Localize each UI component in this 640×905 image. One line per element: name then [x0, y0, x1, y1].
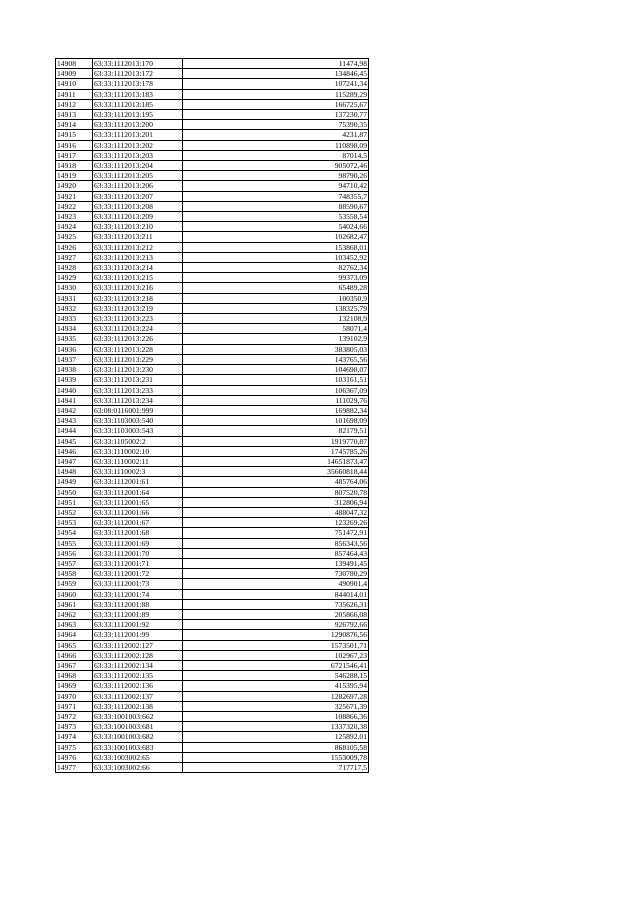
cadastral-value-cell: 102682,47 — [183, 232, 369, 242]
table-row — [56, 201, 369, 211]
cadastral-value-cell: 143765,56 — [183, 354, 369, 364]
table-row — [56, 691, 369, 701]
cadastral-value-cell: 490901,4 — [183, 579, 369, 589]
cadastral-number-cell: 63:33:1112013:170 — [93, 59, 183, 69]
cadastral-value-cell: 110898,09 — [183, 140, 369, 150]
cadastral-number-cell: 63:33:1112013:213 — [93, 252, 183, 262]
table-row — [56, 79, 369, 89]
cadastral-number-cell: 63:33:1112001:69 — [93, 538, 183, 548]
row-number-cell: 14957 — [56, 558, 93, 568]
row-number-cell: 14944 — [56, 426, 93, 436]
row-number-cell: 14946 — [56, 446, 93, 456]
cadastral-number-cell: 63:33:1112013:207 — [93, 191, 183, 201]
table-row — [56, 252, 369, 262]
row-number-cell: 14926 — [56, 242, 93, 252]
cadastral-number-cell: 63:33:1112001:68 — [93, 528, 183, 538]
row-number-cell: 14919 — [56, 171, 93, 181]
cadastral-value-cell: 75390,35 — [183, 120, 369, 130]
row-number-cell: 14975 — [56, 742, 93, 752]
cadastral-number-cell: 63:33:1112001:67 — [93, 518, 183, 528]
row-number-cell: 14951 — [56, 497, 93, 507]
table-row — [56, 681, 369, 691]
cadastral-value-cell: 546288,15 — [183, 671, 369, 681]
row-number-cell: 14938 — [56, 365, 93, 375]
cadastral-value-cell: 6721546,41 — [183, 660, 369, 670]
table-row — [56, 660, 369, 670]
row-number-cell: 14922 — [56, 201, 93, 211]
row-number-cell: 14916 — [56, 140, 93, 150]
cadastral-value-cell: 115289,29 — [183, 89, 369, 99]
row-number-cell: 14940 — [56, 385, 93, 395]
table-row — [56, 334, 369, 344]
table-row — [56, 609, 369, 619]
cadastral-number-cell: 63:33:1112002:135 — [93, 671, 183, 681]
cadastral-number-cell: 63:33:1112013:219 — [93, 303, 183, 313]
cadastral-number-cell: 63:33:1112013:203 — [93, 150, 183, 160]
cadastral-value-cell: 100350,9 — [183, 293, 369, 303]
row-number-cell: 14929 — [56, 273, 93, 283]
cadastral-value-cell: 868105,58 — [183, 742, 369, 752]
table-row — [56, 569, 369, 579]
row-number-cell: 14927 — [56, 252, 93, 262]
row-number-cell: 14970 — [56, 691, 93, 701]
cadastral-value-cell: 132108,9 — [183, 314, 369, 324]
table-row — [56, 640, 369, 650]
row-number-cell: 14962 — [56, 609, 93, 619]
table-row — [56, 558, 369, 568]
cadastral-number-cell: 63:33:1112002:136 — [93, 681, 183, 691]
table-row — [56, 140, 369, 150]
cadastral-value-cell: 82762,34 — [183, 263, 369, 273]
cadastral-value-cell: 488047,32 — [183, 507, 369, 517]
cadastral-value-cell: 735626,31 — [183, 599, 369, 609]
table-row — [56, 293, 369, 303]
cadastral-number-cell: 63:33:1112002:138 — [93, 701, 183, 711]
cadastral-number-cell: 63:33:1112001:73 — [93, 579, 183, 589]
table-row — [56, 416, 369, 426]
row-number-cell: 14952 — [56, 507, 93, 517]
cadastral-number-cell: 63:33:1112001:71 — [93, 558, 183, 568]
row-number-cell: 14913 — [56, 110, 93, 120]
cadastral-value-cell: 53558,54 — [183, 212, 369, 222]
cadastral-value-cell: 103452,92 — [183, 252, 369, 262]
cadastral-value-cell: 905072,46 — [183, 161, 369, 171]
cadastral-value-cell: 383805,03 — [183, 344, 369, 354]
cadastral-number-cell: 63:33:1112013:226 — [93, 334, 183, 344]
cadastral-value-cell: 134846,45 — [183, 69, 369, 79]
cadastral-number-cell: 63:33:1112013:201 — [93, 130, 183, 140]
cadastral-number-cell: 63:33:1112013:210 — [93, 222, 183, 232]
cadastral-value-cell: 1745785,26 — [183, 446, 369, 456]
cadastral-number-cell: 63:33:1112013:228 — [93, 344, 183, 354]
row-number-cell: 14953 — [56, 518, 93, 528]
cadastral-value-cell: 926792,66 — [183, 620, 369, 630]
row-number-cell: 14945 — [56, 436, 93, 446]
cadastral-value-cell: 137230,77 — [183, 110, 369, 120]
table-row — [56, 150, 369, 160]
cadastral-number-cell: 63:33:1001003:662 — [93, 712, 183, 722]
row-number-cell: 14959 — [56, 579, 93, 589]
cadastral-value-cell: 111029,76 — [183, 395, 369, 405]
table-row — [56, 191, 369, 201]
cadastral-number-cell: 63:33:1112013:233 — [93, 385, 183, 395]
cadastral-value-cell: 1573501,71 — [183, 640, 369, 650]
cadastral-value-cell: 415395,94 — [183, 681, 369, 691]
cadastral-number-cell: 63:33:1112013:206 — [93, 181, 183, 191]
cadastral-number-cell: 63:33:1112013:211 — [93, 232, 183, 242]
row-number-cell: 14976 — [56, 752, 93, 762]
cadastral-number-cell: 63:33:1112013:183 — [93, 89, 183, 99]
row-number-cell: 14911 — [56, 89, 93, 99]
table-row — [56, 722, 369, 732]
row-number-cell: 14923 — [56, 212, 93, 222]
table-row — [56, 518, 369, 528]
row-number-cell: 14950 — [56, 487, 93, 497]
cadastral-number-cell: 63:33:1112001:70 — [93, 548, 183, 558]
cadastral-value-cell: 807520,78 — [183, 487, 369, 497]
table-row — [56, 548, 369, 558]
cadastral-value-cell: 104698,07 — [183, 365, 369, 375]
cadastral-number-cell: 63:33:1112002:127 — [93, 640, 183, 650]
cadastral-number-cell: 63:33:1003002:65 — [93, 752, 183, 762]
table-row — [56, 599, 369, 609]
table-row — [56, 242, 369, 252]
cadastral-number-cell: 63:33:1112013:234 — [93, 395, 183, 405]
table-row — [56, 497, 369, 507]
cadastral-number-cell: 63:33:1112013:230 — [93, 365, 183, 375]
cadastral-number-cell: 63:33:1112013:172 — [93, 69, 183, 79]
cadastral-number-cell: 63:33:1112013:229 — [93, 354, 183, 364]
cadastral-number-cell: 63:33:1001003:683 — [93, 742, 183, 752]
table-row — [56, 467, 369, 477]
table-row — [56, 344, 369, 354]
cadastral-value-cell: 103161,51 — [183, 375, 369, 385]
cadastral-value-cell: 312806,94 — [183, 497, 369, 507]
cadastral-number-cell: 63:33:1112001:92 — [93, 620, 183, 630]
cadastral-number-cell: 63:33:1112013:209 — [93, 212, 183, 222]
row-number-cell: 14921 — [56, 191, 93, 201]
row-number-cell: 14942 — [56, 405, 93, 415]
table-row — [56, 477, 369, 487]
cadastral-value-cell: 123269,26 — [183, 518, 369, 528]
cadastral-value-cell: 82179,51 — [183, 426, 369, 436]
table-row — [56, 752, 369, 762]
table-row — [56, 354, 369, 364]
cadastral-value-cell: 35660818,44 — [183, 467, 369, 477]
table-row — [56, 620, 369, 630]
table-row — [56, 487, 369, 497]
cadastral-number-cell: 63:33:1112013:200 — [93, 120, 183, 130]
table-row — [56, 59, 369, 69]
cadastral-value-cell: 101698,09 — [183, 416, 369, 426]
row-number-cell: 14949 — [56, 477, 93, 487]
cadastral-value-cell: 485764,06 — [183, 477, 369, 487]
table-row — [56, 528, 369, 538]
table-row — [56, 263, 369, 273]
cadastral-value-cell: 108866,36 — [183, 712, 369, 722]
cadastral-value-cell: 58071,4 — [183, 324, 369, 334]
cadastral-value-cell: 4231,87 — [183, 130, 369, 140]
row-number-cell: 14969 — [56, 681, 93, 691]
cadastral-number-cell: 63:33:1112013:178 — [93, 79, 183, 89]
row-number-cell: 14943 — [56, 416, 93, 426]
table-row — [56, 110, 369, 120]
cadastral-number-cell: 63:33:1112002:128 — [93, 650, 183, 660]
cadastral-number-cell: 63:33:1112002:137 — [93, 691, 183, 701]
table-row — [56, 161, 369, 171]
cadastral-value-cell: 87014,5 — [183, 150, 369, 160]
cadastral-value-cell: 139491,45 — [183, 558, 369, 568]
row-number-cell: 14965 — [56, 640, 93, 650]
cadastral-value-cell: 856343,56 — [183, 538, 369, 548]
cadastral-value-cell: 125892,01 — [183, 732, 369, 742]
cadastral-value-cell: 857464,43 — [183, 548, 369, 558]
table-row — [56, 324, 369, 334]
cadastral-value-cell: 1337320,38 — [183, 722, 369, 732]
cadastral-value-cell: 844014,01 — [183, 589, 369, 599]
row-number-cell: 14933 — [56, 314, 93, 324]
row-number-cell: 14934 — [56, 324, 93, 334]
table-row — [56, 385, 369, 395]
table-row — [56, 538, 369, 548]
row-number-cell: 14954 — [56, 528, 93, 538]
cadastral-value-cell: 717717,5 — [183, 763, 369, 773]
table-row — [56, 456, 369, 466]
cadastral-value-cell: 1919770,87 — [183, 436, 369, 446]
cadastral-value-cell: 1282697,28 — [183, 691, 369, 701]
row-number-cell: 14936 — [56, 344, 93, 354]
cadastral-value-cell: 88590,67 — [183, 201, 369, 211]
cadastral-number-cell: 63:33:1112001:99 — [93, 630, 183, 640]
cadastral-number-cell: 63:33:1112001:66 — [93, 507, 183, 517]
cadastral-value-cell: 1290876,56 — [183, 630, 369, 640]
table-row — [56, 365, 369, 375]
table-row — [56, 395, 369, 405]
row-number-cell: 14910 — [56, 79, 93, 89]
cadastral-value-cell: 54024,66 — [183, 222, 369, 232]
cadastral-number-cell: 63:33:1112001:74 — [93, 589, 183, 599]
cadastral-number-cell: 63:33:1112001:64 — [93, 487, 183, 497]
table-row — [56, 507, 369, 517]
cadastral-number-cell: 63:33:1112001:89 — [93, 609, 183, 619]
cadastral-value-cell: 138325,79 — [183, 303, 369, 313]
row-number-cell: 14971 — [56, 701, 93, 711]
row-number-cell: 14967 — [56, 660, 93, 670]
cadastral-value-cell: 751472,91 — [183, 528, 369, 538]
table-row — [56, 69, 369, 79]
table-row — [56, 120, 369, 130]
cadastral-number-cell: 63:33:1112002:134 — [93, 660, 183, 670]
row-number-cell: 14937 — [56, 354, 93, 364]
cadastral-value-cell: 325671,39 — [183, 701, 369, 711]
row-number-cell: 14912 — [56, 99, 93, 109]
cadastral-number-cell: 63:33:1112013:185 — [93, 99, 183, 109]
cadastral-value-table — [55, 58, 369, 773]
row-number-cell: 14958 — [56, 569, 93, 579]
cadastral-number-cell: 63:33:1110002:3 — [93, 467, 183, 477]
row-number-cell: 14924 — [56, 222, 93, 232]
cadastral-number-cell: 63:33:1110002:11 — [93, 456, 183, 466]
row-number-cell: 14917 — [56, 150, 93, 160]
row-number-cell: 14963 — [56, 620, 93, 630]
cadastral-number-cell: 63:33:1112001:88 — [93, 599, 183, 609]
table-row — [56, 763, 369, 773]
row-number-cell: 14914 — [56, 120, 93, 130]
row-number-cell: 14947 — [56, 456, 93, 466]
cadastral-number-cell: 63:33:1112001:72 — [93, 569, 183, 579]
cadastral-value-cell: 139102,9 — [183, 334, 369, 344]
row-number-cell: 14961 — [56, 599, 93, 609]
row-number-cell: 14930 — [56, 283, 93, 293]
cadastral-number-cell: 63:33:1001003:681 — [93, 722, 183, 732]
table-row — [56, 181, 369, 191]
cadastral-value-cell: 11474,98 — [183, 59, 369, 69]
table-row — [56, 436, 369, 446]
row-number-cell: 14941 — [56, 395, 93, 405]
table-row — [56, 712, 369, 722]
row-number-cell: 14939 — [56, 375, 93, 385]
row-number-cell: 14920 — [56, 181, 93, 191]
cadastral-value-cell: 106367,09 — [183, 385, 369, 395]
cadastral-value-cell: 748355,7 — [183, 191, 369, 201]
row-number-cell: 14977 — [56, 763, 93, 773]
cadastral-value-cell: 1553009,78 — [183, 752, 369, 762]
cadastral-value-cell: 14651873,47 — [183, 456, 369, 466]
cadastral-number-cell: 63:33:1112013:205 — [93, 171, 183, 181]
row-number-cell: 14909 — [56, 69, 93, 79]
table-row — [56, 671, 369, 681]
cadastral-number-cell: 63:33:1103003:540 — [93, 416, 183, 426]
cadastral-number-cell: 63:33:1112013:204 — [93, 161, 183, 171]
cadastral-number-cell: 63:33:1112013:223 — [93, 314, 183, 324]
table-row — [56, 589, 369, 599]
row-number-cell: 14931 — [56, 293, 93, 303]
table-body — [56, 59, 369, 773]
cadastral-number-cell: 63:33:1112013:218 — [93, 293, 183, 303]
row-number-cell: 14973 — [56, 722, 93, 732]
table-row — [56, 212, 369, 222]
row-number-cell: 14948 — [56, 467, 93, 477]
row-number-cell: 14928 — [56, 263, 93, 273]
row-number-cell: 14966 — [56, 650, 93, 660]
table-row — [56, 314, 369, 324]
cadastral-number-cell: 63:33:1112013:216 — [93, 283, 183, 293]
row-number-cell: 14974 — [56, 732, 93, 742]
table-row — [56, 630, 369, 640]
table-row — [56, 273, 369, 283]
cadastral-value-cell: 102967,23 — [183, 650, 369, 660]
cadastral-number-cell: 63:33:1112001:65 — [93, 497, 183, 507]
table-row — [56, 650, 369, 660]
cadastral-number-cell: 63:33:1112013:195 — [93, 110, 183, 120]
table-row — [56, 222, 369, 232]
row-number-cell: 14935 — [56, 334, 93, 344]
row-number-cell: 14908 — [56, 59, 93, 69]
cadastral-number-cell: 63:33:1003002:66 — [93, 763, 183, 773]
cadastral-number-cell: 63:33:1103003:543 — [93, 426, 183, 436]
table-row — [56, 732, 369, 742]
cadastral-number-cell: 63:33:1112013:212 — [93, 242, 183, 252]
row-number-cell: 14956 — [56, 548, 93, 558]
cadastral-number-cell: 63:33:1112001:61 — [93, 477, 183, 487]
cadastral-value-cell: 169882,34 — [183, 405, 369, 415]
cadastral-number-cell: 63:33:1112013:202 — [93, 140, 183, 150]
cadastral-value-cell: 94710,42 — [183, 181, 369, 191]
table-row — [56, 89, 369, 99]
cadastral-number-cell: 63:33:1112013:215 — [93, 273, 183, 283]
cadastral-number-cell: 63:33:1112013:208 — [93, 201, 183, 211]
cadastral-value-cell: 205866,08 — [183, 609, 369, 619]
cadastral-number-cell: 63:08:0116001:999 — [93, 405, 183, 415]
cadastral-number-cell: 63:33:1001003:682 — [93, 732, 183, 742]
row-number-cell: 14925 — [56, 232, 93, 242]
table-row — [56, 375, 369, 385]
table-row — [56, 303, 369, 313]
table-row — [56, 283, 369, 293]
cadastral-number-cell: 63:33:1105002:2 — [93, 436, 183, 446]
table-row — [56, 446, 369, 456]
cadastral-value-cell: 65489,28 — [183, 283, 369, 293]
cadastral-number-cell: 63:33:1112013:224 — [93, 324, 183, 334]
table-row — [56, 426, 369, 436]
table-row — [56, 232, 369, 242]
cadastral-value-cell: 98790,26 — [183, 171, 369, 181]
row-number-cell: 14918 — [56, 161, 93, 171]
cadastral-value-cell: 107241,34 — [183, 79, 369, 89]
table-row — [56, 99, 369, 109]
row-number-cell: 14968 — [56, 671, 93, 681]
row-number-cell: 14955 — [56, 538, 93, 548]
table-row — [56, 579, 369, 589]
cadastral-value-cell: 730780,29 — [183, 569, 369, 579]
row-number-cell: 14972 — [56, 712, 93, 722]
cadastral-number-cell: 63:33:1110002:10 — [93, 446, 183, 456]
row-number-cell: 14915 — [56, 130, 93, 140]
cadastral-number-cell: 63:33:1112013:231 — [93, 375, 183, 385]
cadastral-number-cell: 63:33:1112013:214 — [93, 263, 183, 273]
row-number-cell: 14960 — [56, 589, 93, 599]
table-row — [56, 701, 369, 711]
row-number-cell: 14932 — [56, 303, 93, 313]
cadastral-value-cell: 166725,67 — [183, 99, 369, 109]
table-row — [56, 171, 369, 181]
cadastral-value-cell: 153868,01 — [183, 242, 369, 252]
cadastral-value-cell: 99373,09 — [183, 273, 369, 283]
table-row — [56, 742, 369, 752]
table-row — [56, 405, 369, 415]
table-row — [56, 130, 369, 140]
row-number-cell: 14964 — [56, 630, 93, 640]
